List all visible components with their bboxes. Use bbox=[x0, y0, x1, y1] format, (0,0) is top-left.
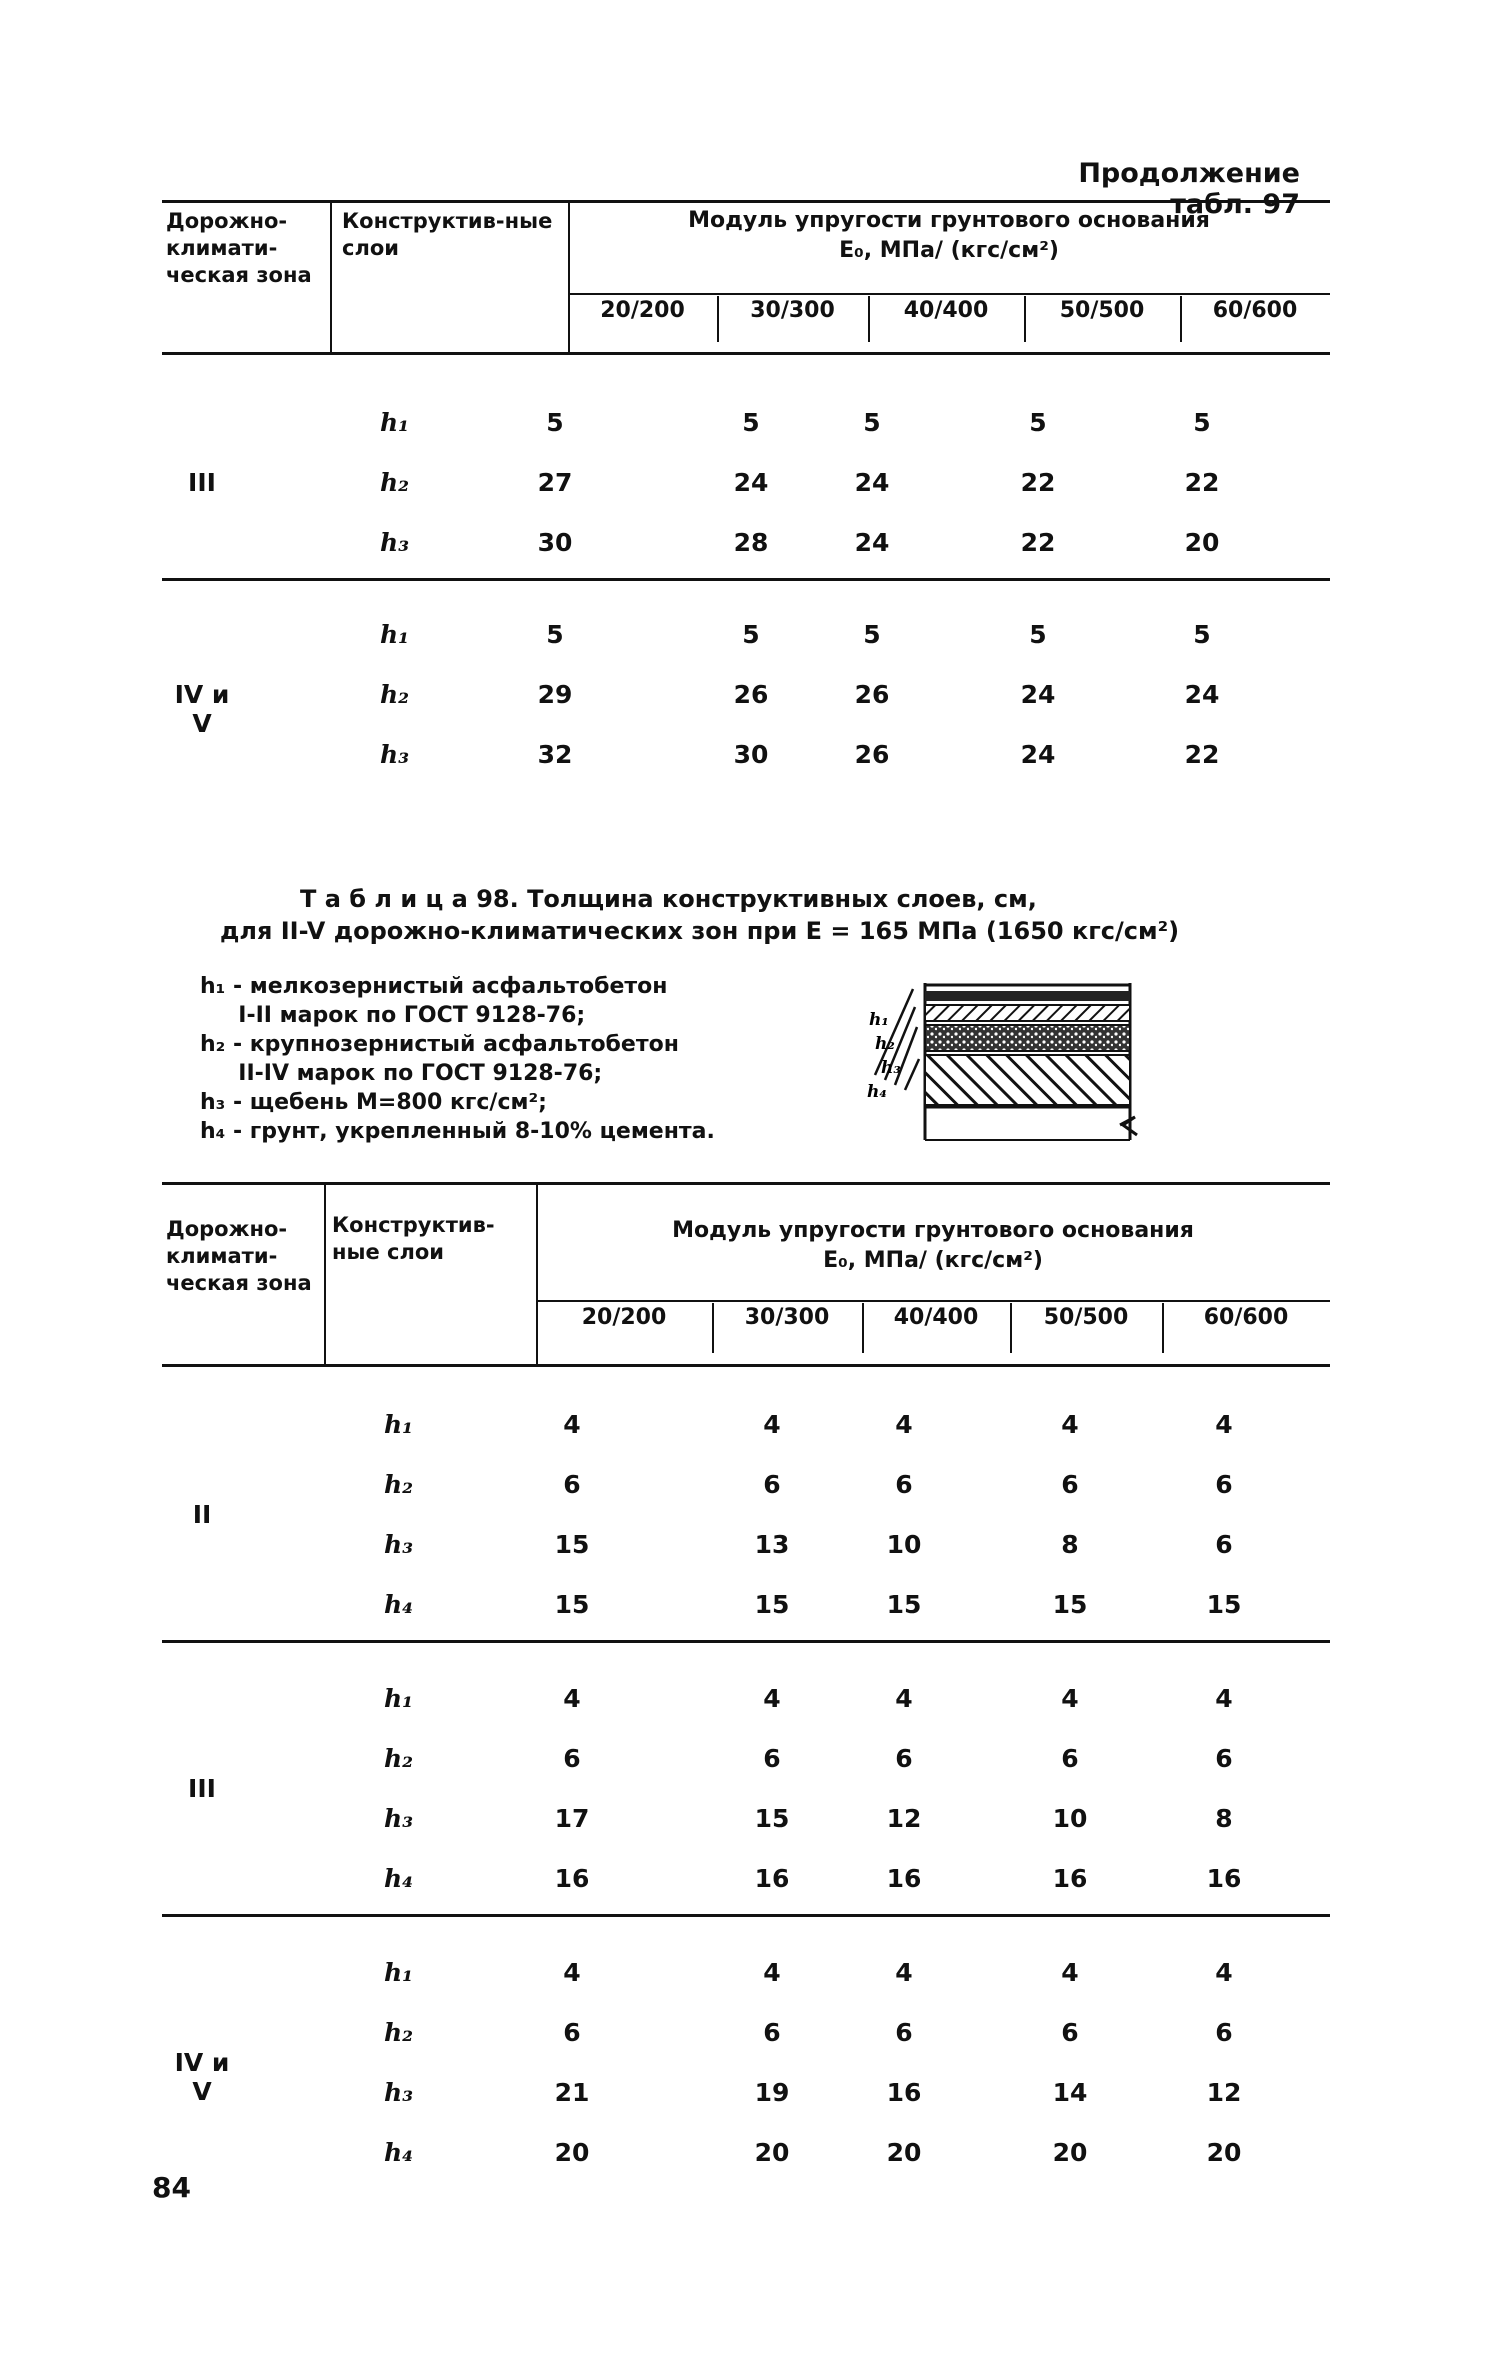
value-cell: 5 bbox=[546, 408, 564, 437]
layer-label: h₄ bbox=[384, 1864, 414, 1893]
value-cell: 12 bbox=[886, 1804, 922, 1833]
modulus-header-cell: 20/200 bbox=[600, 298, 685, 323]
layer-label: h₄ bbox=[384, 1590, 414, 1619]
diagram-label-h2: h₂ bbox=[875, 1034, 895, 1054]
value-cell: 5 bbox=[742, 620, 760, 649]
header-layers: Конструктив-ные слои bbox=[342, 209, 553, 260]
value-cell: 17 bbox=[554, 1804, 590, 1833]
value-cell: 24 bbox=[1020, 680, 1056, 709]
table97 bbox=[162, 200, 1330, 769]
value-cell: 6 bbox=[1215, 1470, 1233, 1499]
table-row bbox=[162, 1958, 1330, 1998]
value-cell: 19 bbox=[754, 2078, 790, 2107]
value-cell: 6 bbox=[563, 1470, 581, 1499]
table-row bbox=[162, 408, 1330, 448]
value-cell: 20 bbox=[1206, 2138, 1242, 2167]
diagram-label-h4: h₄ bbox=[867, 1082, 887, 1102]
value-cell: 16 bbox=[554, 1864, 590, 1893]
value-cell: 4 bbox=[1061, 1958, 1079, 1987]
table-row bbox=[162, 1744, 1330, 1784]
value-cell: 15 bbox=[554, 1590, 590, 1619]
value-cell: 28 bbox=[733, 528, 769, 557]
value-cell: 6 bbox=[1061, 2018, 1079, 2047]
value-cell: 15 bbox=[754, 1804, 790, 1833]
layer-label: h₂ bbox=[380, 468, 410, 497]
value-cell: 29 bbox=[537, 680, 573, 709]
value-cell: 6 bbox=[563, 1744, 581, 1773]
table98-title-line2: для II-V дорожно-климатических зон при E = 165 МПа (1650 кгс/см²) bbox=[220, 917, 1180, 945]
header-subrule bbox=[568, 293, 1330, 295]
value-cell: 30 bbox=[537, 528, 573, 557]
header-modulus bbox=[536, 1216, 1330, 1276]
modulus-header-cell: 60/600 bbox=[1203, 1305, 1289, 1330]
value-cell: 15 bbox=[1052, 1590, 1088, 1619]
value-cell: 4 bbox=[1061, 1410, 1079, 1439]
value-cell: 15 bbox=[554, 1530, 590, 1559]
header-modulus bbox=[568, 206, 1330, 266]
legend-line: h₁ - мелкозернистый асфальтобетон bbox=[200, 974, 668, 999]
table-row bbox=[162, 1500, 1330, 1570]
value-cell: 16 bbox=[1052, 1864, 1088, 1893]
layer-label: h₁ bbox=[380, 408, 410, 437]
modulus-column-divider bbox=[717, 296, 719, 342]
legend-line: II-IV марок по ГОСТ 9128-76; bbox=[200, 1061, 603, 1086]
value-cell: 4 bbox=[763, 1684, 781, 1713]
value-cell: 15 bbox=[886, 1590, 922, 1619]
layer-label: h₄ bbox=[384, 2138, 414, 2167]
value-cell: 24 bbox=[854, 528, 890, 557]
value-cell: 20 bbox=[754, 2138, 790, 2167]
value-cell: 32 bbox=[537, 740, 573, 769]
value-cell: 4 bbox=[763, 1410, 781, 1439]
value-cell: 24 bbox=[1184, 680, 1220, 709]
group-separator-rule bbox=[162, 1640, 1330, 1643]
value-cell: 14 bbox=[1052, 2078, 1088, 2107]
value-cell: 4 bbox=[763, 1958, 781, 1987]
value-cell: 4 bbox=[563, 1684, 581, 1713]
table98-title bbox=[190, 883, 1310, 947]
modulus-column-divider bbox=[1162, 1303, 1164, 1353]
value-cell: 20 bbox=[886, 2138, 922, 2167]
table-row bbox=[162, 2138, 1330, 2178]
table-row bbox=[162, 1774, 1330, 1844]
table-top-rule bbox=[162, 1182, 1330, 1185]
value-cell: 12 bbox=[1206, 2078, 1242, 2107]
table-row bbox=[162, 1470, 1330, 1510]
zone-label: IV и V bbox=[174, 2048, 230, 2106]
modulus-column-divider bbox=[712, 1303, 714, 1353]
value-cell: 26 bbox=[733, 680, 769, 709]
layer-legend bbox=[200, 972, 820, 1146]
value-cell: 5 bbox=[1193, 620, 1211, 649]
value-cell: 30 bbox=[733, 740, 769, 769]
value-cell: 15 bbox=[754, 1590, 790, 1619]
value-cell: 4 bbox=[895, 1684, 913, 1713]
value-cell: 5 bbox=[863, 408, 881, 437]
value-cell: 20 bbox=[1052, 2138, 1088, 2167]
diagram-label-h1: h₁ bbox=[869, 1010, 889, 1030]
legend-line: h₂ - крупнозернистый асфальтобетон bbox=[200, 1032, 679, 1057]
table98 bbox=[162, 1182, 1330, 2167]
value-cell: 6 bbox=[1061, 1470, 1079, 1499]
table-row bbox=[162, 468, 1330, 508]
table-row bbox=[162, 1684, 1330, 1724]
layer-label: h₁ bbox=[384, 1958, 414, 1987]
table-row bbox=[162, 1410, 1330, 1450]
value-cell: 4 bbox=[563, 1410, 581, 1439]
value-cell: 4 bbox=[1215, 1410, 1233, 1439]
header-zone: Дорожно-климати-ческая зона bbox=[166, 209, 312, 287]
value-cell: 6 bbox=[763, 2018, 781, 2047]
value-cell: 16 bbox=[1206, 1864, 1242, 1893]
value-cell: 5 bbox=[863, 620, 881, 649]
modulus-column-divider bbox=[868, 296, 870, 342]
zone-label: III bbox=[188, 1774, 216, 1803]
value-cell: 24 bbox=[733, 468, 769, 497]
legend-line: h₄ - грунт, укрепленный 8-10% цемента. bbox=[200, 1119, 715, 1144]
legend-line: h₃ - щебень М=800 кгс/см²; bbox=[200, 1090, 547, 1115]
value-cell: 26 bbox=[854, 740, 890, 769]
layer-label: h₁ bbox=[380, 620, 410, 649]
value-cell: 5 bbox=[742, 408, 760, 437]
header-subrule bbox=[536, 1300, 1330, 1302]
table-row bbox=[162, 2018, 1330, 2058]
modulus-column-divider bbox=[862, 1303, 864, 1353]
layer-label: h₂ bbox=[384, 1470, 414, 1499]
column-divider bbox=[324, 1182, 326, 1364]
value-cell: 26 bbox=[854, 680, 890, 709]
value-cell: 6 bbox=[1061, 1744, 1079, 1773]
value-cell: 5 bbox=[1193, 408, 1211, 437]
value-cell: 4 bbox=[895, 1410, 913, 1439]
layer-label: h₁ bbox=[384, 1410, 414, 1439]
zone-label: IV и V bbox=[174, 680, 230, 738]
table-top-rule bbox=[162, 200, 1330, 203]
value-cell: 13 bbox=[754, 1530, 790, 1559]
table-row bbox=[162, 2048, 1330, 2118]
modulus-header-cell: 20/200 bbox=[581, 1305, 667, 1330]
header-bottom-rule bbox=[162, 352, 1330, 355]
value-cell: 21 bbox=[554, 2078, 590, 2107]
value-cell: 6 bbox=[895, 1744, 913, 1773]
layer-h2 bbox=[925, 1005, 1130, 1021]
value-cell: 16 bbox=[886, 2078, 922, 2107]
header-zone: Дорожно-климати-ческая зона bbox=[166, 1217, 312, 1295]
value-cell: 4 bbox=[895, 1958, 913, 1987]
layer-label: h₃ bbox=[384, 2078, 414, 2107]
value-cell: 5 bbox=[1029, 408, 1047, 437]
modulus-header-cell: 60/600 bbox=[1212, 298, 1298, 323]
value-cell: 4 bbox=[1215, 1958, 1233, 1987]
zone-label: II bbox=[192, 1500, 212, 1529]
value-cell: 24 bbox=[854, 468, 890, 497]
table98-title-line1: Т а б л и ц а 98. Толщина конструктивных слоев, см, bbox=[300, 885, 1037, 913]
value-cell: 6 bbox=[895, 2018, 913, 2047]
layer-label: h₃ bbox=[384, 1530, 414, 1559]
value-cell: 27 bbox=[537, 468, 573, 497]
layer-label: h₃ bbox=[380, 528, 410, 557]
table-row bbox=[162, 740, 1330, 780]
header-bottom-rule bbox=[162, 1364, 1330, 1367]
layer-label: h₂ bbox=[384, 2018, 414, 2047]
layer-label: h₃ bbox=[384, 1804, 414, 1833]
modulus-header-cell: 30/300 bbox=[750, 298, 835, 323]
value-cell: 4 bbox=[1061, 1684, 1079, 1713]
value-cell: 6 bbox=[895, 1470, 913, 1499]
modulus-header-cell: 30/300 bbox=[744, 1305, 830, 1330]
modulus-column-divider bbox=[1010, 1303, 1012, 1353]
table-row bbox=[162, 680, 1330, 738]
value-cell: 6 bbox=[563, 2018, 581, 2047]
value-cell: 10 bbox=[886, 1530, 922, 1559]
column-divider bbox=[330, 200, 332, 352]
value-cell: 6 bbox=[763, 1744, 781, 1773]
diagram-label-h3: h₃ bbox=[881, 1058, 901, 1078]
value-cell: 8 bbox=[1215, 1804, 1233, 1833]
header-modulus-line1: Модуль упругости грунтового основания bbox=[672, 1218, 1194, 1243]
modulus-header-cell: 50/500 bbox=[1043, 1305, 1129, 1330]
value-cell: 8 bbox=[1061, 1530, 1079, 1559]
header-layers: Конструктив-ные слои bbox=[332, 1213, 495, 1264]
table-row bbox=[162, 1590, 1330, 1630]
table-row bbox=[162, 1864, 1330, 1904]
zone-label: III bbox=[188, 468, 216, 497]
table-row bbox=[162, 620, 1330, 660]
value-cell: 22 bbox=[1184, 468, 1220, 497]
value-cell: 6 bbox=[1215, 1744, 1233, 1773]
header-modulus-line1: Модуль упругости грунтового основания bbox=[688, 208, 1210, 233]
layer-h3 bbox=[925, 1025, 1130, 1051]
table97-continuation-label: Продолжение табл. 97 bbox=[1078, 158, 1300, 220]
layer-label: h₂ bbox=[384, 1744, 414, 1773]
value-cell: 5 bbox=[546, 620, 564, 649]
value-cell: 4 bbox=[563, 1958, 581, 1987]
pavement-layer-svg bbox=[865, 975, 1145, 1147]
value-cell: 5 bbox=[1029, 620, 1047, 649]
header-modulus-line2: E₀, МПа/ (кгс/см²) bbox=[823, 1248, 1043, 1273]
layer-label: h₂ bbox=[380, 680, 410, 709]
pavement-layer-diagram bbox=[865, 975, 1145, 1147]
value-cell: 10 bbox=[1052, 1804, 1088, 1833]
value-cell: 20 bbox=[554, 2138, 590, 2167]
value-cell: 16 bbox=[754, 1864, 790, 1893]
group-separator-rule bbox=[162, 1914, 1330, 1917]
page-number: 84 bbox=[152, 2171, 191, 2204]
modulus-column-divider bbox=[1024, 296, 1026, 342]
modulus-header-cell: 50/500 bbox=[1059, 298, 1145, 323]
value-cell: 6 bbox=[763, 1470, 781, 1499]
value-cell: 6 bbox=[1215, 2018, 1233, 2047]
value-cell: 4 bbox=[1215, 1684, 1233, 1713]
value-cell: 22 bbox=[1020, 528, 1056, 557]
value-cell: 20 bbox=[1184, 528, 1220, 557]
value-cell: 6 bbox=[1215, 1530, 1233, 1559]
modulus-header-cell: 40/400 bbox=[903, 298, 989, 323]
group-separator-rule bbox=[162, 578, 1330, 581]
layer-label: h₃ bbox=[380, 740, 410, 769]
legend-line: I-II марок по ГОСТ 9128-76; bbox=[200, 1003, 586, 1028]
value-cell: 22 bbox=[1020, 468, 1056, 497]
modulus-header-cell: 40/400 bbox=[893, 1305, 979, 1330]
value-cell: 22 bbox=[1184, 740, 1220, 769]
layer-label: h₁ bbox=[384, 1684, 414, 1713]
value-cell: 15 bbox=[1206, 1590, 1242, 1619]
header-modulus-line2: E₀, МПа/ (кгс/см²) bbox=[839, 238, 1059, 263]
value-cell: 16 bbox=[886, 1864, 922, 1893]
layer-h1 bbox=[925, 991, 1130, 1001]
modulus-column-divider bbox=[1180, 296, 1182, 342]
table-row bbox=[162, 528, 1330, 568]
layer-h4 bbox=[925, 1055, 1130, 1105]
value-cell: 24 bbox=[1020, 740, 1056, 769]
